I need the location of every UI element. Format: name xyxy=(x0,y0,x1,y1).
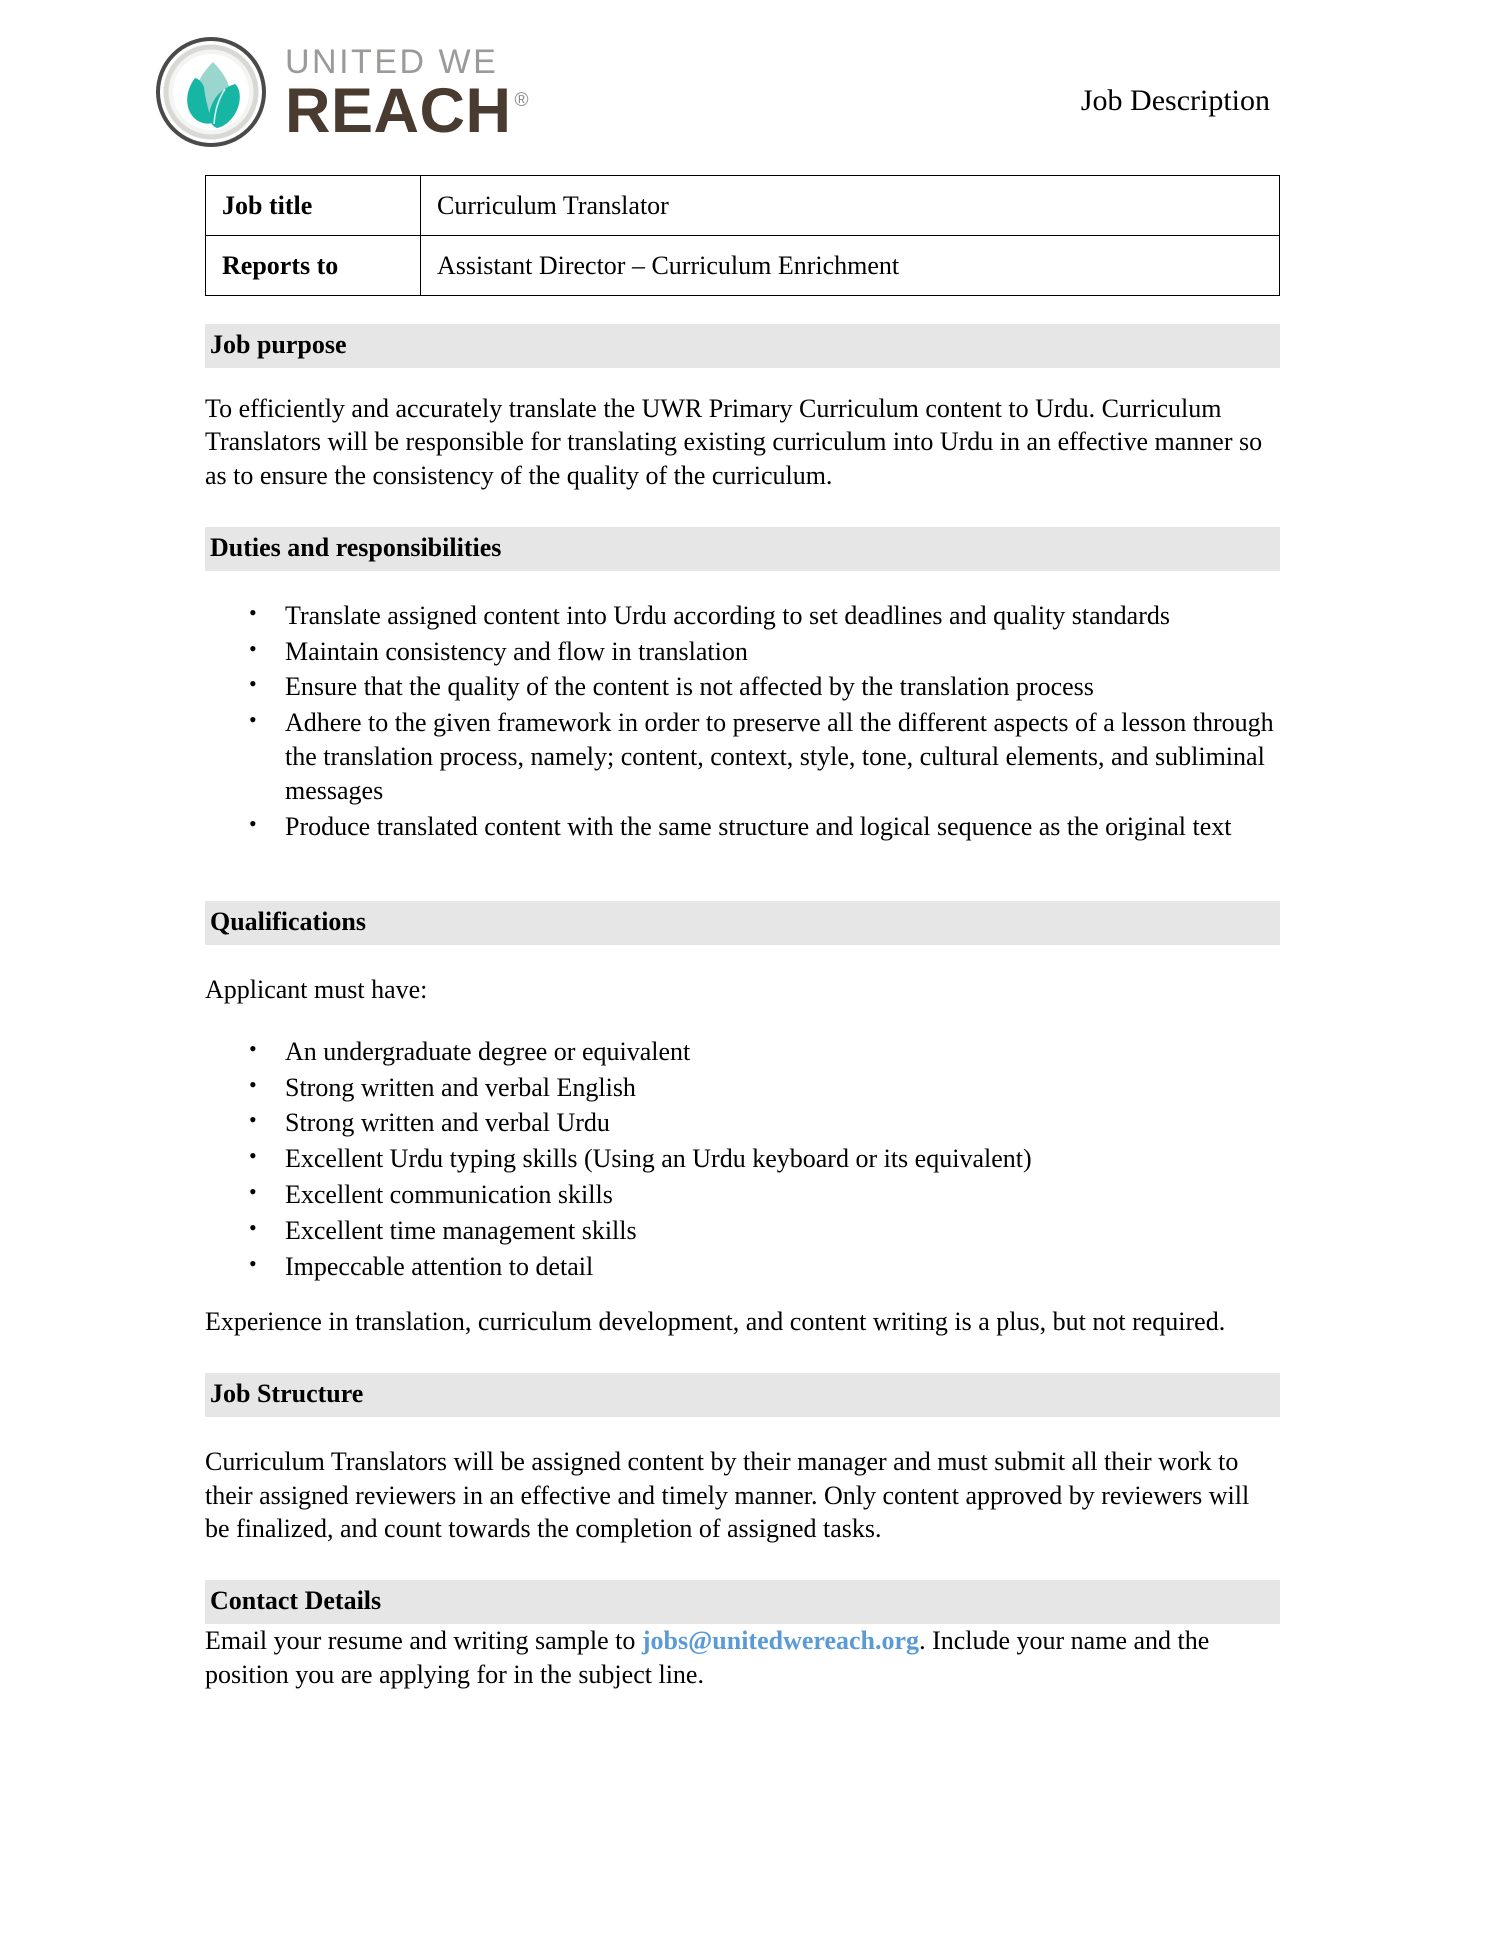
qualifications-list xyxy=(205,1035,1280,1284)
table-row xyxy=(206,236,1280,296)
organization-logo xyxy=(155,36,529,148)
contact-text-before: Email your resume and writing sample to xyxy=(205,1625,642,1655)
list-item: • Strong written and verbal English xyxy=(205,1071,1280,1105)
table-row xyxy=(206,176,1280,236)
section-heading-qualifications: Qualifications xyxy=(205,901,1280,945)
document-header xyxy=(0,0,1500,175)
list-item: • Strong written and verbal Urdu xyxy=(205,1106,1280,1140)
contact-email-link[interactable]: jobs@unitedwereach.org xyxy=(641,1625,920,1655)
list-item: • Excellent communication skills xyxy=(205,1178,1280,1212)
duties-list xyxy=(205,599,1280,844)
job-info-table xyxy=(205,175,1280,296)
list-item: • Adhere to the given framework in order to preserve all the different aspects of a lesson through the translation process, namely; content, context, style, tone, cultural elements, and subliminal messages xyxy=(205,706,1280,807)
section-heading-job-structure: Job Structure xyxy=(205,1373,1280,1417)
list-item: • Excellent Urdu typing skills (Using an Urdu keyboard or its equivalent) xyxy=(205,1142,1280,1176)
brand-name-top: UNITED WE xyxy=(285,43,499,82)
list-item: • Maintain consistency and flow in translation xyxy=(205,635,1280,669)
contact-details-body xyxy=(205,1624,1280,1692)
registered-trademark-icon: ® xyxy=(514,90,529,112)
list-item: • Translate assigned content into Urdu according to set deadlines and quality standards xyxy=(205,599,1280,633)
job-title-value: Curriculum Translator xyxy=(421,176,1280,236)
section-heading-job-purpose: Job purpose xyxy=(205,324,1280,368)
list-item: • Impeccable attention to detail xyxy=(205,1250,1280,1284)
document-type-label: Job Description xyxy=(1080,84,1270,117)
qualifications-footnote: Experience in translation, curriculum development, and content writing is a plus, but not required. xyxy=(205,1307,1226,1337)
job-structure-body: Curriculum Translators will be assigned content by their manager and must submit all their work to their assigned reviewers in an effective and timely manner. Only content approved by reviewers will be finalized, and count towards the completion of assigned tasks. xyxy=(205,1446,1250,1544)
brand-name-bottom: REACH xyxy=(285,76,512,147)
list-item: • Excellent time management skills xyxy=(205,1214,1280,1248)
contact-text-after: . Include your name and the position you are applying for in the subject line. xyxy=(205,1625,1210,1689)
list-item: • Ensure that the quality of the content is not affected by the translation process xyxy=(205,670,1280,704)
logo-wordmark xyxy=(285,41,529,147)
job-purpose-body: To efficiently and accurately translate the UWR Primary Curriculum content to Urdu. Curriculum Translators will be responsible for translating existing curriculum into Urdu in an effective manner so as to ensure the consistency of the quality of the curriculum. xyxy=(205,393,1263,491)
section-heading-contact-details: Contact Details xyxy=(205,1580,1280,1624)
job-title-label: Job title xyxy=(206,176,421,236)
qualifications-intro: Applicant must have: xyxy=(205,974,428,1004)
reports-to-label: Reports to xyxy=(206,236,421,296)
list-item: • Produce translated content with the same structure and logical sequence as the original text xyxy=(205,810,1280,844)
document-body xyxy=(205,175,1280,1691)
section-heading-duties: Duties and responsibilities xyxy=(205,527,1280,571)
reports-to-value: Assistant Director – Curriculum Enrichment xyxy=(421,236,1280,296)
list-item: • An undergraduate degree or equivalent xyxy=(205,1035,1280,1069)
leaf-circle-logo-icon xyxy=(155,36,267,148)
